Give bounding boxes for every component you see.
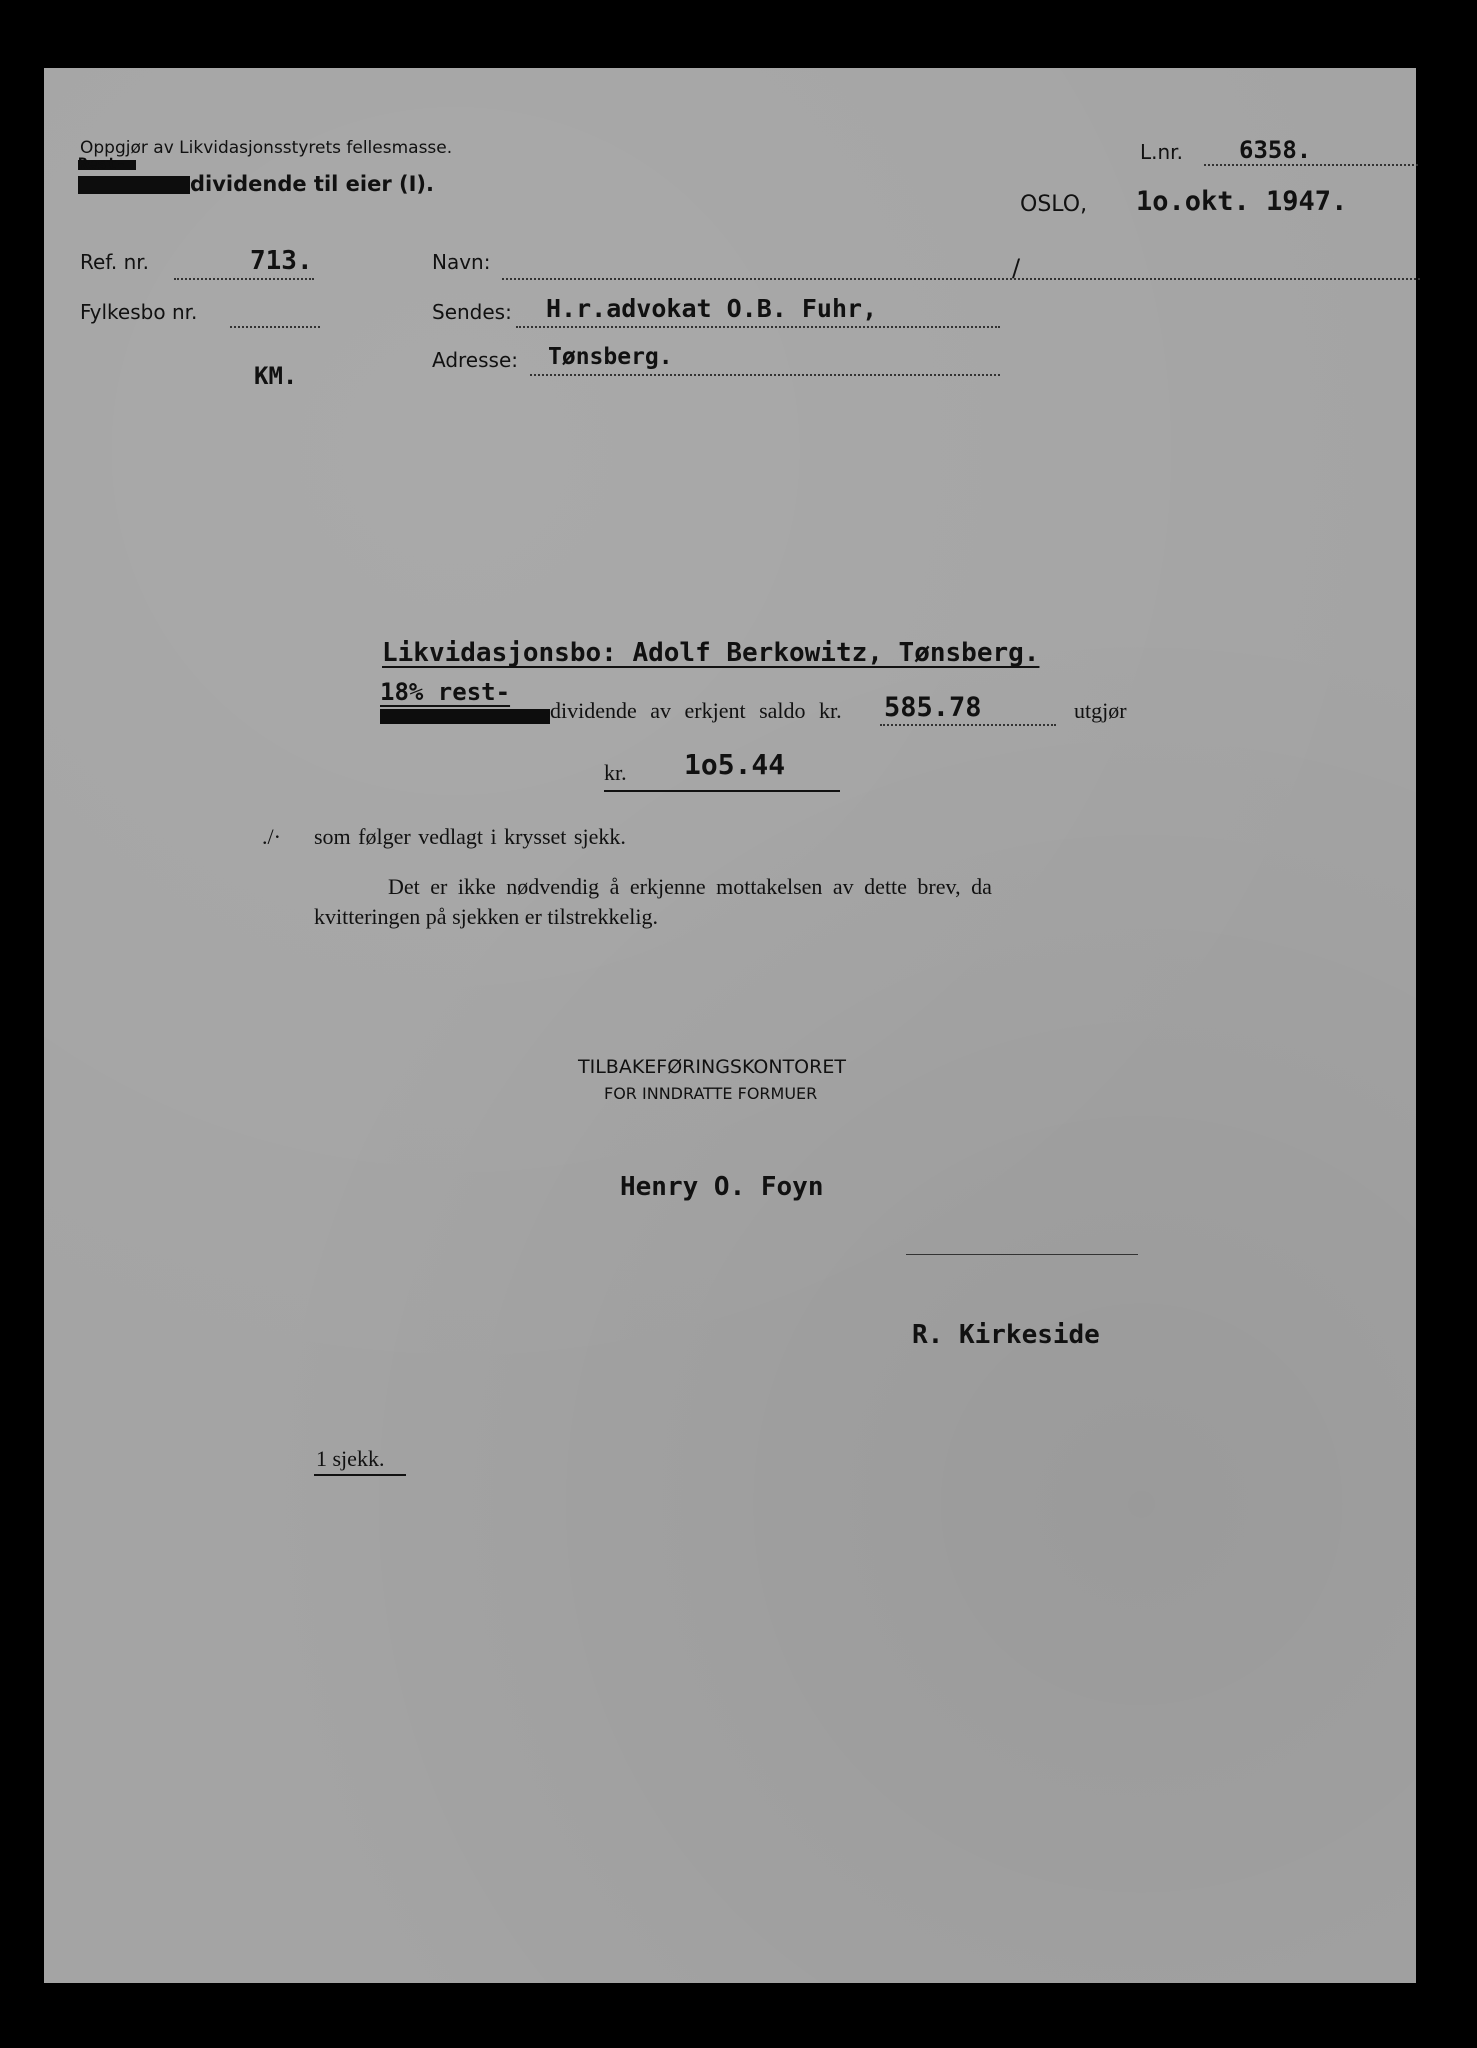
dividend-text: dividende av erkjent saldo kr. — [550, 698, 842, 723]
fylkesbo-dotted-line — [230, 326, 320, 328]
paragraph-line-2: kvitteringen på sjekken er tilstrekkelig. — [314, 904, 658, 929]
lnr-value: 6358. — [1239, 136, 1312, 164]
ref-dotted-line — [174, 278, 314, 280]
clerk-initials: KM. — [254, 362, 298, 390]
adresse-dotted-line — [530, 374, 1000, 376]
attachment-note: 1 sjekk. — [316, 1446, 385, 1471]
estate-title: Likvidasjonsbo: Adolf Berkowitz, Tønsberg. — [382, 638, 1040, 668]
city-label: OSLO, — [1020, 192, 1088, 217]
ref-label: Ref. nr. — [80, 250, 150, 274]
adresse-value: Tønsberg. — [548, 344, 673, 370]
enclosure-mark: ./· — [262, 824, 281, 849]
saldo-value: 585.78 — [884, 692, 982, 723]
fylkesbo-label: Fylkesbo nr. — [80, 300, 198, 324]
header-line-2: dividende til eier (I). — [190, 172, 435, 196]
paragraph-line-1: Det er ikke nødvendig å erkjenne mottakelsen av dette brev, da — [388, 874, 992, 899]
kr-amount: 1o5.44 — [684, 748, 786, 781]
navn-dotted-line — [502, 278, 1420, 280]
document-page — [44, 68, 1416, 1983]
ref-value: 713. — [250, 246, 313, 276]
redacted-word — [380, 709, 550, 724]
attachment-underline — [314, 1474, 406, 1476]
sendes-value: H.r.advokat O.B. Fuhr, — [546, 294, 878, 323]
signature-second: R. Kirkeside — [912, 1320, 1100, 1350]
navn-separator: / — [1012, 254, 1021, 282]
header-line-1: Oppgjør av Likvidasjonsstyrets fellesmasse. — [80, 138, 453, 158]
navn-label: Navn: — [432, 250, 491, 274]
lnr-dotted-line — [1204, 164, 1418, 166]
signature-first: Henry O. Foyn — [620, 1172, 824, 1202]
kr-label: kr. — [604, 760, 627, 785]
lnr-label: L.nr. — [1140, 140, 1183, 164]
redacted-word — [78, 176, 190, 194]
office-subtitle: FOR INNDRATTE FORMUER — [604, 1084, 818, 1103]
sendes-dotted-line — [516, 326, 1000, 328]
signature-line — [906, 1254, 1138, 1255]
letter-date: 1o.okt. 1947. — [1136, 186, 1348, 217]
saldo-dotted-line — [880, 724, 1056, 726]
utgjor-text: utgjør — [1074, 698, 1127, 723]
adresse-label: Adresse: — [432, 348, 518, 372]
amount-underline — [604, 790, 840, 792]
sendes-label: Sendes: — [432, 300, 512, 324]
typed-rest-prefix: Rest- — [78, 154, 127, 173]
enclosed-text: som følger vedlagt i krysset sjekk. — [314, 824, 626, 849]
office-name: TILBAKEFØRINGSKONTORET — [578, 1056, 846, 1078]
percent-rest-typed: 18% rest- — [380, 678, 511, 706]
